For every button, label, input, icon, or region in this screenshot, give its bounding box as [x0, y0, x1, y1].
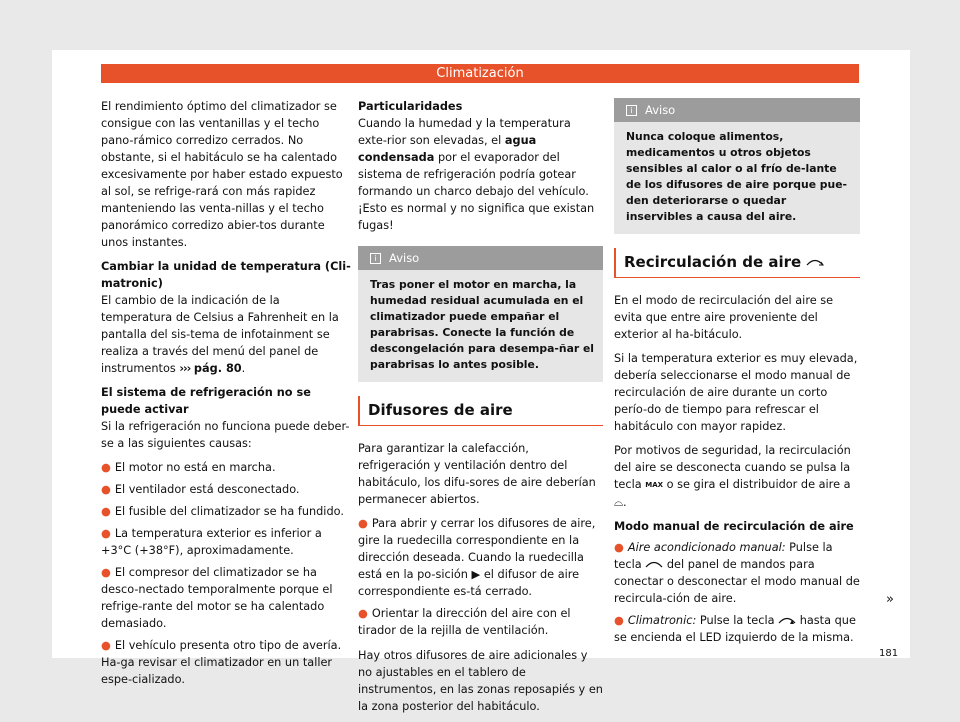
- notice-box: [614, 98, 860, 234]
- list-item: ● El ventilador está desconectado.: [101, 483, 300, 496]
- list-item: ● El compresor del climatizador se ha desco-nectado temporalmente porque el refrige-rante del motor se ha calentado demasiado.: [101, 566, 333, 630]
- manual-mode-list: [614, 539, 860, 646]
- bullet-icon: ●: [101, 505, 111, 518]
- list-item: ● Climatronic: Pulse la tecla hasta que se encienda el LED izquierdo de la misma.: [614, 613, 856, 644]
- info-icon: i: [626, 105, 637, 116]
- bullet-icon: ●: [101, 639, 111, 652]
- subheading-temperature-unit: Cambiar la unidad de temperatura (Cli-matronic): [101, 260, 351, 290]
- bullet-icon: ●: [101, 527, 111, 540]
- notice-header: i Aviso: [614, 98, 860, 122]
- section-title-recirculation: Recirculación de aire: [614, 248, 860, 278]
- intro-paragraph: El rendimiento óptimo del climatizador se consigue con las ventanillas y el techo pano-rámico corredizo cerrados. No obstante, si el habitáculo se ha calentado excesivamente por haber estado expuesto al sol, se refrige-rará con más rapidez manteniendo las venta-nillas y el techo panorámico corredizo abier-tos durante unos instantes.: [101, 100, 343, 249]
- air-vents-paragraph: Para garantizar la calefacción, refrigeración y ventilación dentro del habitáculo, los difu-sores de aire deberían permanecer abiertos.: [358, 442, 596, 506]
- cooling-system-paragraph: Si la refrigeración no funciona puede deber-se a las siguientes causas:: [101, 420, 350, 450]
- list-item: ● El fusible del climatizador se ha fundido.: [101, 505, 344, 518]
- notice-text: Tras poner el motor en marcha, la humedad residual acumulada en el climatizador puede empañar el parabrisas. Conecte la función de descongelación para desempa-ñar el parabrisas lo antes posible.: [370, 278, 594, 371]
- bullet-icon: ●: [614, 613, 624, 627]
- notice-text: Nunca coloque alimentos, medicamentos u otros objetos sensibles al calor o al frío de-lante de los difusores de aire porque pue-den deteriorarse o quedar inservibles a causa del aire.: [626, 130, 847, 223]
- particularities-paragraph: Cuando la humedad y la temperatura exte-rior son elevadas, el agua condensada por el evaporador del sistema de refrigeración podría gotear formando un charco debajo del vehículo. ¡Esto es normal y no significa que existan fugas!: [358, 117, 595, 232]
- section-title-air-vents: Difusores de aire: [358, 396, 603, 426]
- recirculation-paragraph-2: Si la temperatura exterior es muy elevada, debería seleccionarse el modo manual de recirculación de aire durante un corto perío-do de tiempo para refrescar el habitáculo con mayor rapidez.: [614, 352, 858, 433]
- max-defrost-icon: MAX: [645, 480, 664, 489]
- bullet-icon: ●: [101, 566, 111, 579]
- list-item: ● Aire acondicionado manual: Pulse la tecla del panel de mandos para conectar o desconectar el modo manual de recircula-ción de aire.: [614, 540, 860, 605]
- list-item: ● El vehículo presenta otro tipo de avería. Ha-ga revisar el climatizador en un taller espe-cializado.: [101, 639, 342, 686]
- continue-mark: »: [886, 592, 894, 607]
- additional-vents-paragraph: Hay otros difusores de aire adicionales y no ajustables en el tablero de instrumentos, en las zonas reposapiés y en la zona posterior del habitáculo.: [358, 649, 603, 713]
- recirculation-paragraph-1: En el modo de recirculación del aire se evita que entre aire proveniente del exterior al ha-bitáculo.: [614, 294, 834, 341]
- subheading-cooling-system: El sistema de refrigeración no se puede activar: [101, 386, 311, 416]
- notice-header: i Aviso: [358, 246, 603, 270]
- bullet-icon: ●: [101, 461, 111, 474]
- column-left: [101, 98, 351, 693]
- list-item: ● Orientar la dirección del aire con el tirador de la rejilla de ventilación.: [358, 607, 571, 637]
- chapter-header: Climatización: [101, 64, 859, 83]
- info-icon: i: [370, 253, 381, 264]
- list-item: ● Para abrir y cerrar los difusores de aire, gire la ruedecilla correspondiente en la dirección deseada. Cuando la ruedecilla está en la po-sición ▶ el difusor de aire correspondiente es-tá cerrado.: [358, 517, 596, 598]
- recirculation-paragraph-3: Por motivos de seguridad, la recirculación del aire se desconecta cuando se pulsa la tecla MAX o se gira el distribuidor de aire a ⌓.: [614, 444, 851, 509]
- recirculation-auto-icon: [778, 617, 796, 625]
- recirculation-icon: [806, 259, 824, 267]
- list-item: ● La temperatura exterior es inferior a +3°C (+38°F), aproximadamente.: [101, 527, 322, 557]
- subheading-manual-mode: Modo manual de recirculación de aire: [614, 519, 854, 533]
- air-vents-list: [358, 515, 603, 639]
- reference-arrow-icon: ›››: [179, 362, 191, 375]
- bullet-icon: ●: [101, 483, 111, 496]
- windshield-icon: ⌓: [614, 495, 623, 509]
- page-reference-link[interactable]: pág. 80: [193, 362, 242, 375]
- column-right: [614, 98, 860, 651]
- causes-list: [101, 459, 351, 688]
- page-number: 181: [879, 648, 899, 659]
- column-middle: [358, 98, 603, 722]
- list-item: ● El motor no está en marcha.: [101, 461, 276, 474]
- bullet-icon: ●: [614, 540, 624, 554]
- temperature-unit-paragraph: El cambio de la indicación de la temperatura de Celsius a Fahrenheit en la pantalla del sis-tema de infotainment se realiza a través del menú del panel de instrumentos ››› pág. 80.: [101, 294, 339, 375]
- closed-position-icon: ▶: [471, 568, 481, 581]
- recirculation-icon: [645, 561, 663, 569]
- subheading-particularities: Particularidades: [358, 100, 463, 113]
- bullet-icon: ●: [358, 607, 368, 620]
- notice-box: [358, 246, 603, 382]
- bullet-icon: ●: [358, 517, 368, 530]
